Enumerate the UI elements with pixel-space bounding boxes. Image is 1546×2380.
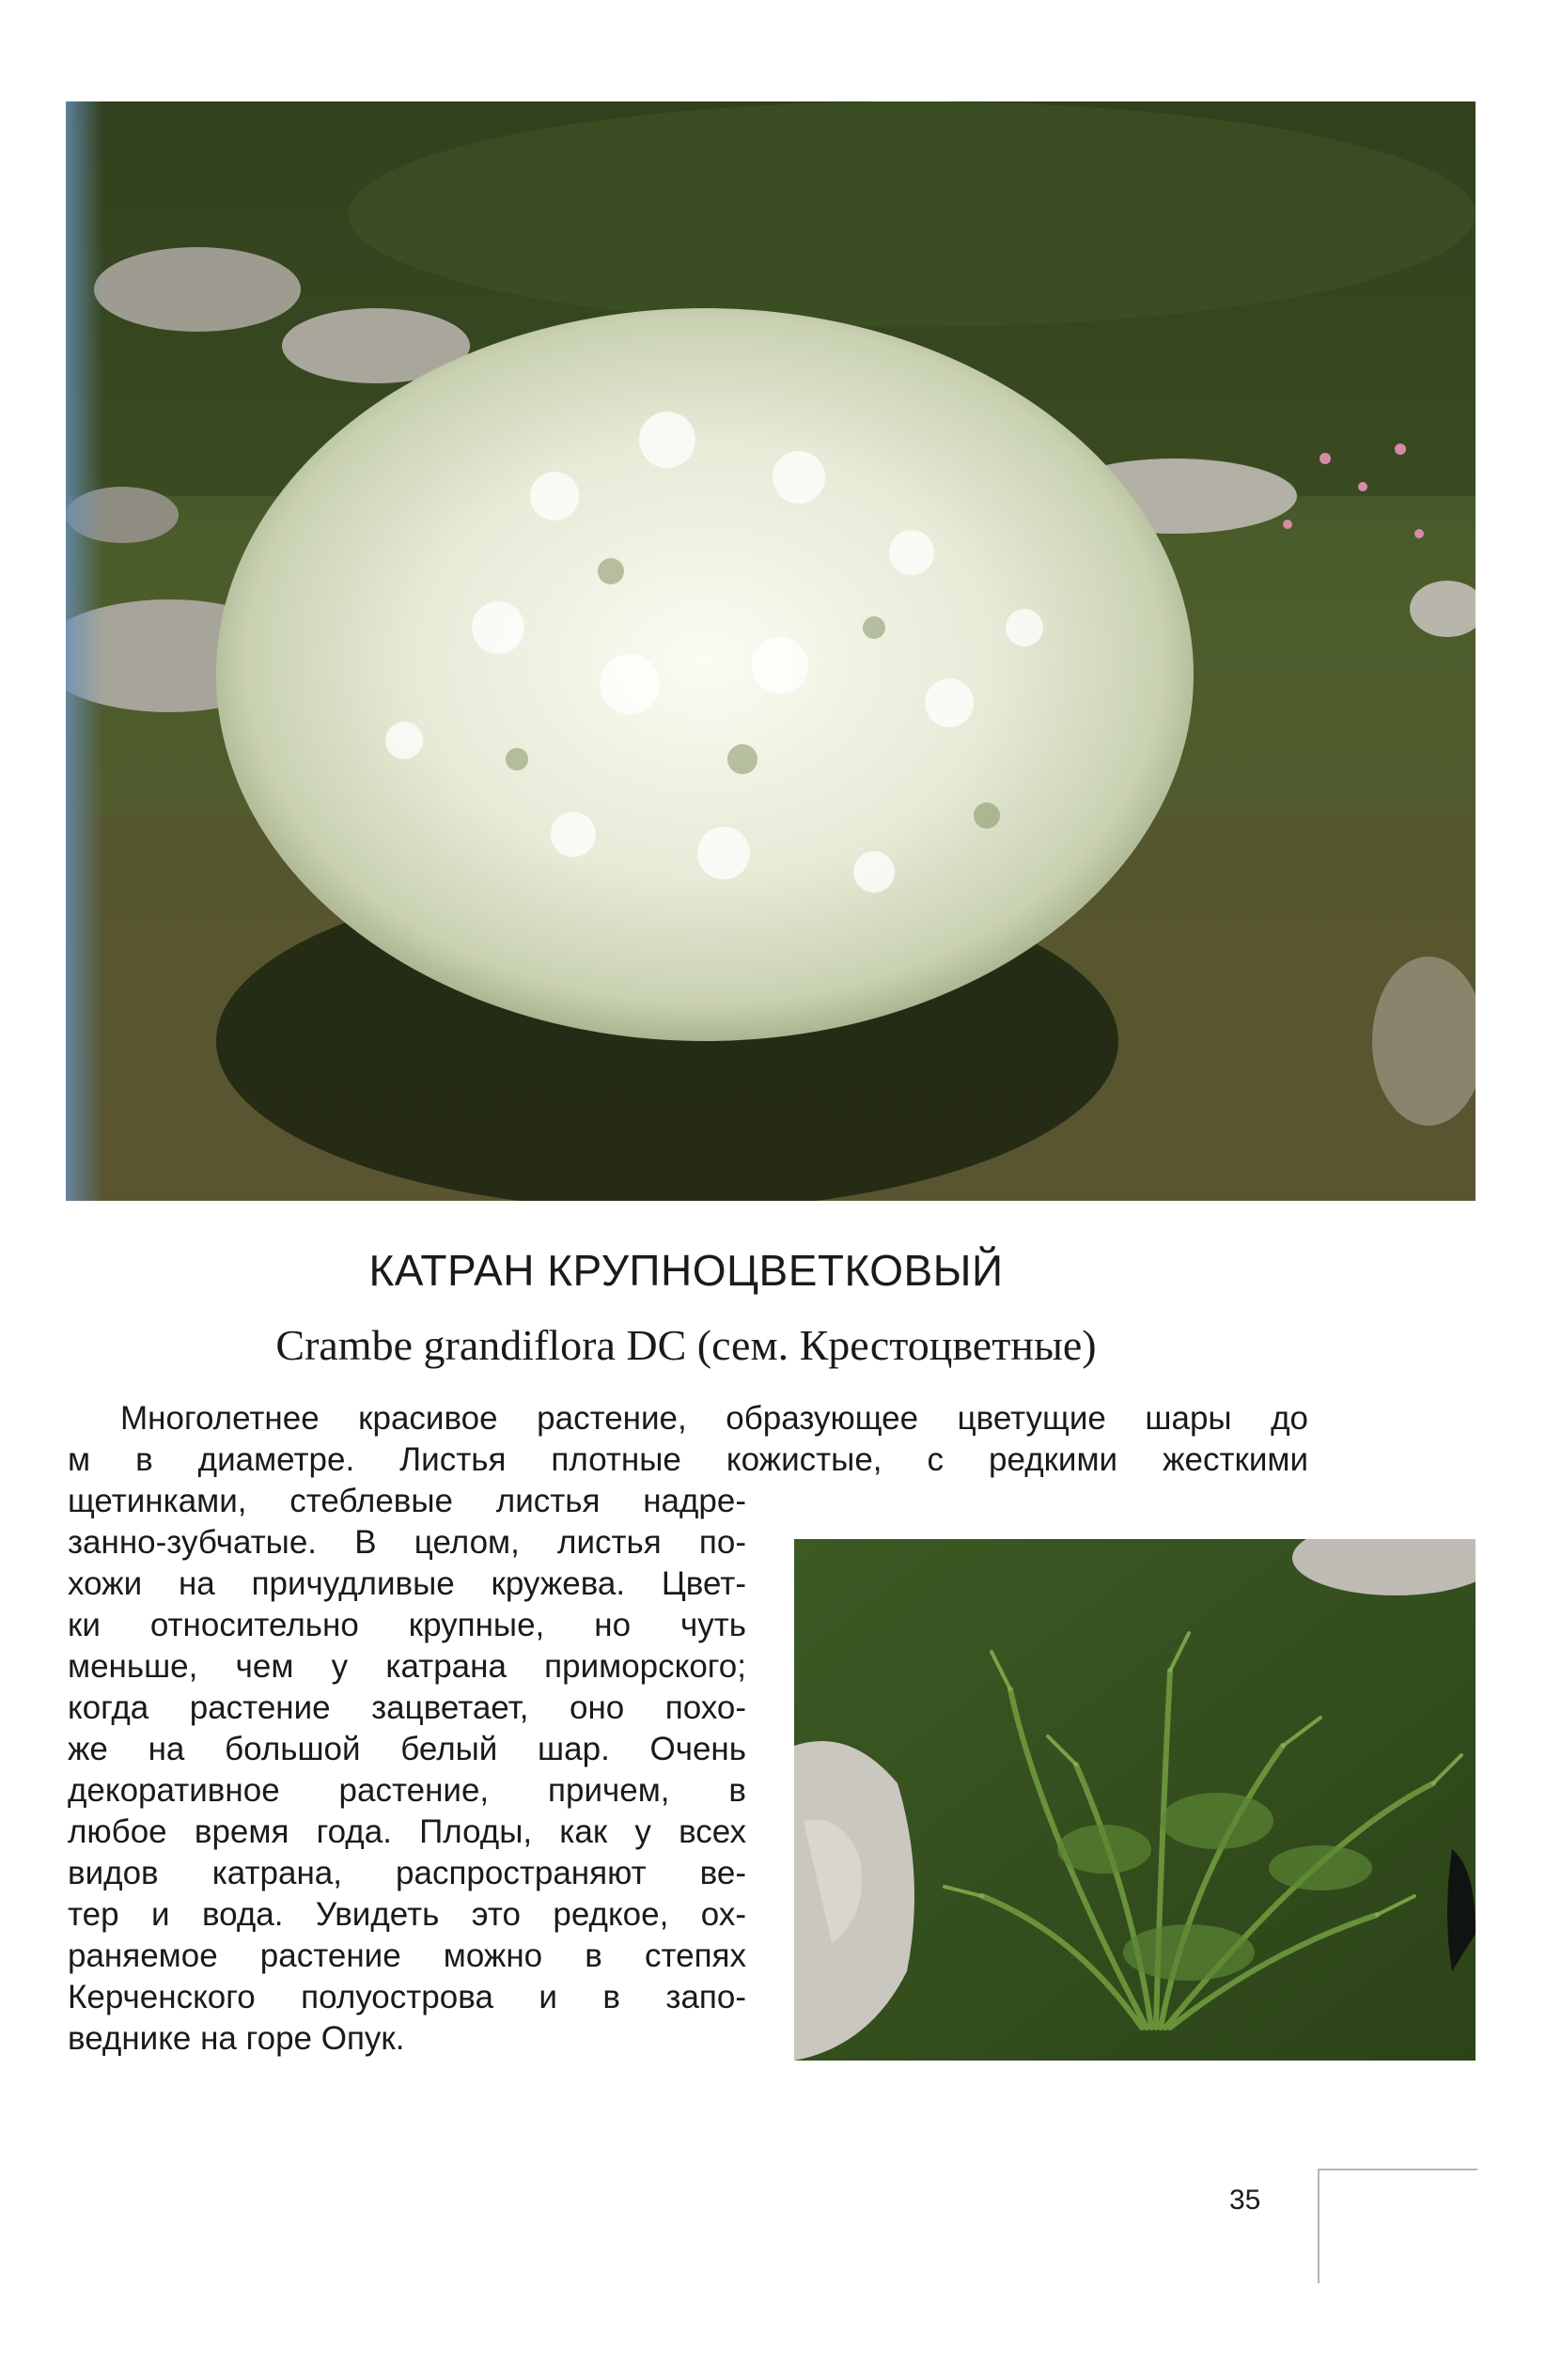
- body-text-line: раняемое растение можно в степях: [68, 1937, 746, 1974]
- body-text-line: тер и вода. Увидеть это редкое, ох-: [68, 1896, 746, 1933]
- body-text-line: Многолетнее красивое растение, образующее цветущие шары до: [120, 1400, 1308, 1437]
- body-text-line: видов катрана, распространяют ве-: [68, 1855, 746, 1891]
- body-text-line: когда растение зацветает, оно похо-: [68, 1689, 746, 1726]
- body-text-line: ки относительно крупные, но чуть: [68, 1607, 746, 1643]
- flowering-bush-photo-icon: [66, 101, 1476, 1201]
- body-text-line: меньше, чем у катрана приморского;: [68, 1648, 746, 1685]
- body-text-line: любое время года. Плоды, как у всех: [68, 1813, 746, 1850]
- body-text-line: Керченского полуострова и в запо-: [68, 1979, 746, 2015]
- body-text-line: занно-зубчатые. В целом, листья по-: [68, 1524, 746, 1561]
- latin-name-subtitle: Crambe grandiflora DC (сем. Крестоцветные): [275, 1321, 1097, 1369]
- body-text-line: щетинками, стеблевые листья надре-: [68, 1483, 746, 1519]
- body-text-line: м в диаметре. Листья плотные кожистые, с редкими жесткими: [68, 1441, 1308, 1478]
- page-title: КАТРАН КРУПНОЦВЕТКОВЫЙ: [368, 1246, 1004, 1295]
- page-number: 35: [1229, 2185, 1261, 2216]
- inset-photo: [794, 1539, 1476, 2061]
- body-text-line: хожи на причудливые кружева. Цвет-: [68, 1565, 746, 1602]
- body-text-line: веднике на горе Опук.: [68, 2020, 405, 2057]
- body-text-line: декоративное растение, причем, в: [68, 1772, 746, 1809]
- corner-crop-mark: [1318, 2169, 1477, 2283]
- body-text-line: же на большой белый шар. Очень: [68, 1731, 746, 1767]
- leafy-plant-photo-icon: [794, 1539, 1476, 2061]
- main-photo: [66, 101, 1476, 1201]
